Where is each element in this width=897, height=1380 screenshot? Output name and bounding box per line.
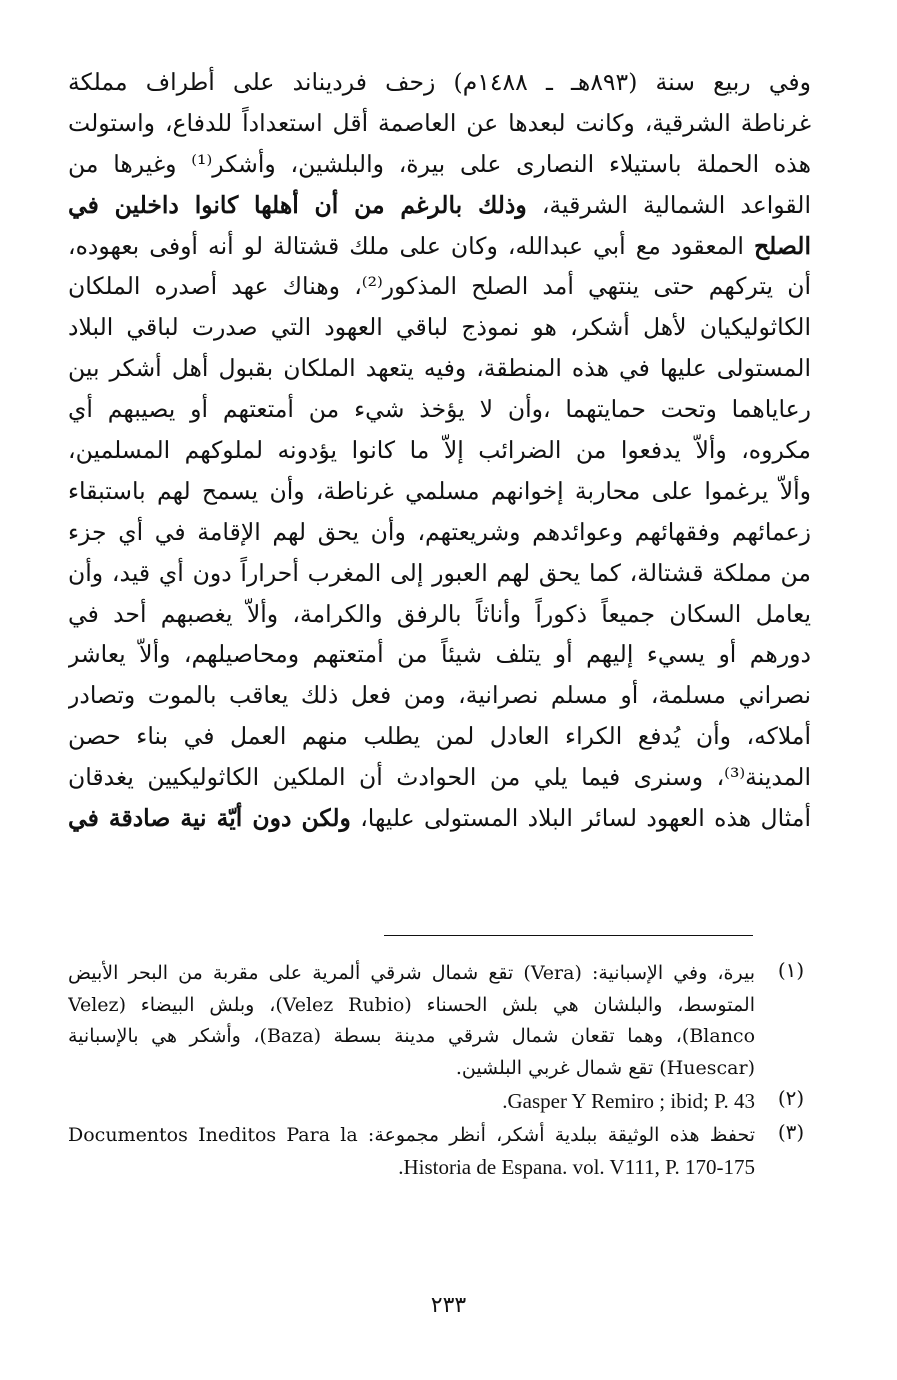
- footnote-line: المتوسط، والبلشان هي بلش الحسناء (Velez Rubio)، وبلش البيضاء (Velez: [68, 993, 755, 1016]
- line-text: هذه الحملة باستيلاء النصارى على بيرة، والبلشين، وأشكر⁽¹⁾ وغيرها من: [68, 149, 811, 178]
- line-text: نصراني مسلمة، أو مسلم نصرانية، ومن فعل ذلك يعاقب بالموت وتصادر: [68, 681, 811, 710]
- footnote-number: (١): [777, 958, 805, 982]
- text-line-7: [68, 307, 811, 348]
- line-text: يعامل السكان جميعاً ذكوراً وأناثاً بالرفق والكرامة، وألاّ يغصبهم أحد في: [68, 599, 811, 628]
- line-text: وفي ربيع سنة (٨٩٣هـ ـ ١٤٨٨م) زحف فرديناند على أطراف مملكة: [68, 68, 811, 96]
- text-line-15: [68, 634, 811, 675]
- line-text: أملاكه، وأن يُدفع الكراء العادل لمن يطلب منهم العمل في بناء حصن: [68, 722, 811, 751]
- line-text: غرناطة الشرقية، وكانت لبعدها عن العاصمة أقل استعداداً للدفاع، واستولت: [68, 108, 811, 137]
- line-text: أمثال هذه العهود لسائر البلاد المستولى عليها،: [350, 804, 811, 833]
- footnote-line: بيرة، وفي الإسبانية: (Vera) تقع شمال شرقي ألمرية على مقربة من البحر الأبيض: [68, 962, 755, 984]
- text-line-9: [68, 389, 811, 430]
- bold-phrase: الصلح: [753, 231, 811, 260]
- text-line-3: [68, 144, 811, 185]
- footnote-line: Gasper Y Remiro ; ibid; P. 43.: [502, 1089, 755, 1114]
- footnotes: [68, 958, 813, 1183]
- footnote-line: تحفظ هذه الوثيقة ببلدية أشكر، أنظر مجموعة: Documentos Ineditos Para la: [68, 1123, 755, 1146]
- line-text: دورهم أو يسيء إليهم أو يتلف شيئاً من أمتعتهم ومحاصيلهم، وألاّ يعاشر: [68, 640, 811, 669]
- bold-phrase: ولكن دون أيّة نية صادقة في: [68, 804, 351, 833]
- line-text: المدينة⁽³⁾، وسنرى فيما يلي من الحوادث أن الملكين الكاثوليكيين يغدقان: [68, 763, 811, 792]
- line-text: زعمائهم وفقهائهم وعوائدهم وشريعتهم، وأن يحق لهم الإقامة في أي جزء: [68, 517, 811, 546]
- page-number: ٢٣٣: [430, 1293, 467, 1318]
- footnote-body: [68, 1086, 755, 1118]
- text-line-11: [68, 471, 811, 512]
- text-line-5: [68, 226, 811, 267]
- footnote-divider: [384, 935, 753, 936]
- footnote-number: (٣): [777, 1119, 805, 1144]
- footnote-body: [68, 958, 755, 1084]
- bold-phrase: وذلك بالرغم من أن أهلها كانوا داخلين في: [68, 190, 527, 219]
- footnote-number: (٢): [777, 1086, 805, 1111]
- text-line-13: [68, 553, 811, 594]
- footnote-line: Blanco)، وهما تقعان شمال شرقي مدينة بسطة (Baza)، وأشكر هي بالإسبانية: [68, 1025, 755, 1048]
- text-line-10: [68, 430, 811, 471]
- line-text: أن يتركهم حتى ينتهي أمد الصلح المذكور⁽²⁾، وهناك عهد أصدره الملكان: [68, 272, 811, 301]
- text-line-17: [68, 716, 811, 757]
- footnote-1: [68, 958, 813, 1084]
- text-line-8: [68, 348, 811, 389]
- main-text: [68, 62, 811, 839]
- line-text: المعقود مع أبي عبدالله، وكان على ملك قشتالة لو أنه أوفى بعهوده،: [68, 231, 754, 260]
- footnote-body: [68, 1120, 755, 1183]
- footnote-2: [68, 1086, 813, 1118]
- text-line-2: [68, 103, 811, 144]
- text-line-14: [68, 594, 811, 635]
- text-line-12: [68, 512, 811, 553]
- footnote-3: [68, 1120, 813, 1183]
- line-text: القواعد الشمالية الشرقية،: [526, 190, 811, 219]
- line-text: وألاّ يرغموا على محاربة إخوانهم مسلمي غرناطة، وأن يسمح لهم باستبقاء: [68, 476, 811, 505]
- text-line-1: [68, 62, 811, 103]
- text-line-18: [68, 757, 811, 798]
- line-text: مكروه، وألاّ يدفعوا من الضرائب إلاّ ما كانوا يؤدونه لملوكهم المسلمين،: [68, 436, 811, 465]
- footnote-line: Historia de Espana. vol. V111, P. 170-175.: [398, 1154, 755, 1179]
- text-line-4: [68, 185, 811, 226]
- text-line-16: [68, 675, 811, 716]
- footnote-line: (Huescar) تقع شمال غربي البلشين.: [455, 1056, 755, 1079]
- line-text: الكاثوليكيان لأهل أشكر، هو نموذج لباقي العهود التي صدرت لباقي البلاد: [68, 313, 811, 342]
- text-line-6: [68, 266, 811, 307]
- text-line-19: [68, 798, 811, 839]
- line-text: المستولى عليها في هذه المنطقة، وفيه يتعهد الملكان بقبول أهل أشكر بين: [68, 354, 811, 383]
- line-text: من مملكة قشتالة، كما يحق لهم العبور إلى المغرب أحراراً دون أي قيد، وأن: [68, 558, 811, 587]
- line-text: رعاياهما وتحت حمايتهما ،وأن لا يؤخذ شيء من أمتعتهم أو يصيبهم أي: [68, 395, 811, 424]
